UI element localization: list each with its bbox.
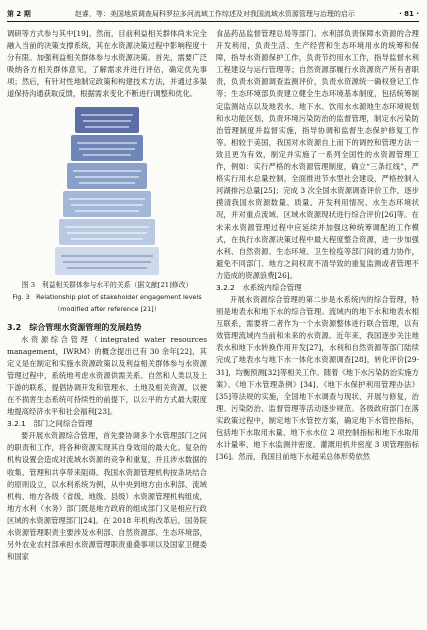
right-column [216,28,419,463]
level-band-1 [75,107,139,133]
subsection-heading-3-2-1: 3.2.1 部门之间综合管理 [7,419,93,429]
figure-caption-en-2: （modified after reference [21]） [53,305,161,314]
paragraph-department: 要开展水资源综合管理，首先要协调多个水管理部门之间的职责和工作，将各种资源实现其自身效用的最大化。复杂的机构设置会造成对流域水资源的竞争和重复，并且涉水数据的收集、管理和共享带来阻碍。我国水资源管理机构按条块结合的原则设立，以水利系统为例，从中央到地方由水利部、流域机构、地方各级（省级、地级、县级）水资源管理机构组成，地方水利（水务）部门既是地方政府的组成部门又是相应行政区域的水资源管理部门[24]。在 2018 年机构改革后，国务院水资源管理职责主要涉及水利部、自然资源部、生态环境部，另外农业农村部承担水资源管理职责重叠事项以及国家卫健委和国家 [7,431,207,562]
level-band-4 [63,191,151,217]
figure-caption-en: Fig. 3 Relationship plot of stakeholder engagement levels [12,292,202,301]
paragraph-iwrm: 水资源综合管理（integrated water resources management，IWRM）的概念提出已有 30 余年[22]，其定义是在制定和实施水资源政策以及利益相关群体参与水资源管理过程中，系统地考虑水资源供需关系、自然和人类以及上下游的联系，提倡协调开发和管理水、土地及相关资源，以便在不损害生态系统可持续性的前提下，以公平的方式最大限度地提高经济水平和社会福利[23]。 [7,334,207,417]
level-band-6 [55,247,159,275]
level-band-2 [71,135,143,161]
figure-caption-cn: 图 3 利益相关群体参与水平的关系（据文献[21]修改） [21,280,193,289]
stakeholder-engagement-diagram [53,105,161,277]
running-header [7,6,419,22]
page-number: · 81 · [399,9,419,18]
paragraph-water-system: 开展水资源综合管理的第二步是水系统内的综合管理，特别是地表水和地下水的综合管理。流域内的地下水和地表水相互联系，需要将二者作为一个水资源整体进行联合管理，以有效管理流域内当前和未来的水资源。近年来，我国逐步关注地表水和地下水转换作用开发[27]，水利和自然资源等部门陆续完成了地表水与地下水一体化水资源调查[28]，转化评价[29-31]，均衡预测[32]等相关工作。随着《地下水污染防治实施方案》、《地下水管理条例》[34]、《地下水保护利用管理办法》[35]等法规的实施，全国地下水调查与现状、开展与修复，治理、污染防治、监督管理等活动逐步规范。各级政府部门在落实政策过程中，制定地下水管控方案，确定地下水管控指标，包括地下水取用水量、地下水水位 2 项控制指标和地下水取用水计量率、地下水监测井密度、灌溉用机井密度 3 项管理指标[36]。然而，我国目前地下水超采总体形势依然 [216,294,419,462]
left-column [7,28,207,563]
paragraph-top: 调研等方式参与其中[19]。然而，目前利益相关群体尚未完全融入当前的决策支撑系统，其在水资源决策过程中影响程度十分有限。加强利益相关群体参与水资源决策。首先，需要广泛吸纳各方相关群体意见，了解需求并进行评估，确定优先事项；然后，有针对性地制定政策和构建技术方法，并通过多渠道保持沟通获取反馈，根据需求变化不断进行调整和优化。 [7,29,207,99]
figure-3 [7,105,207,315]
running-title: 赵睿，等：美国地质调查局科罗拉多河流域工作综述及对我国流域水资源管理与治理的启示 [74,9,355,18]
paragraph-ministries: 食品药品监督管理总局等部门。水利部负责保障水资源的合理开发利用，负责生活、生产经营和生态环境用水的统筹和保障，指导水资源保护工作，负责节约用水工作，指导监督水利工程建设与运行管理等；自然资源部履行水资源资产所有者职责，负责水资源调查监测评价，负责水资源统一确权登记工作等；生态环境部负责建立健全生态环境基本制度，包括统筹制定监测站点以及地表水、地下水、饮用水水源地生态环境规划和水功能区划，负责环境污染防治的监督管理，制定水污染防治管理制度并监督实施，指导协调和监督生态保护修复工作等。相较于美国，我国对水资源自上而下的调控和管理方法一致且更为有效，制定并实施了一系列全国性的水资源管理工作，例如：实行严格的水资源管理制度，确立“三条红线”，严格实行用水总量控制，全面推进节水型社会建设，严格控制入河湖排污总量[25]；完成 3 次全国水资源调查评价工作，逐步摸清我国水资源数量、质量、开发利用情况、水生态环境状况，并对重点流域、区域水资源现状进行综合评价[26]等。在未来水资源管理过程中应延续并加强这种统筹调配的工作模式，在执行水资源决策过程中最大程度整合资源，进一步加强水利、自然资源、生态环境、卫生检疫等部门间的通力协作，避免不同部门、地方之间权责不清导致的重复监测或者管理不力造成的资源浪费[26]。 [216,29,419,280]
level-band-3 [67,163,147,189]
subsection-heading-3-2-2: 3.2.2 水系统内综合管理 [216,282,302,292]
level-band-5 [59,219,155,245]
engagement-level-bands [55,107,159,275]
section-heading-3-2: 3.2 综合管理水资源管理的发展趋势 [7,322,142,332]
issue-number: 第 2 期 [7,9,31,18]
